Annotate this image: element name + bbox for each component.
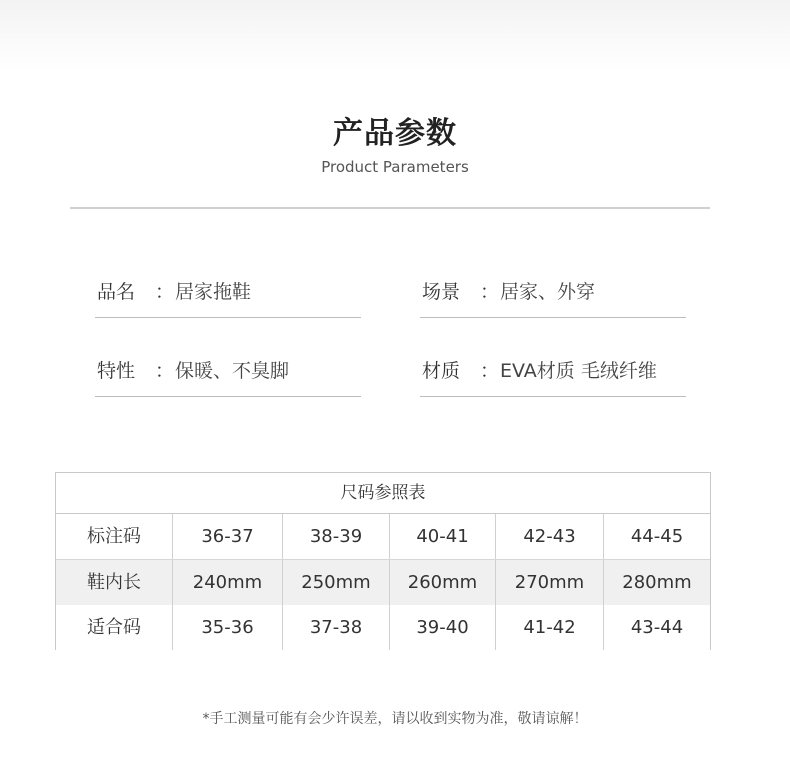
- page-title: 产品参数: [333, 116, 457, 151]
- table-cell: 260mm: [390, 560, 496, 605]
- table-row: [56, 605, 710, 650]
- table-cell: 41-42: [496, 605, 604, 650]
- table-cell: 280mm: [622, 572, 692, 593]
- table-cell: 43-44: [630, 617, 684, 638]
- measurement-note: *手工测量可能有会少许误差，请以收到实物为准，敬请谅解！: [202, 711, 588, 727]
- page-subtitle: Product Parameters: [321, 158, 469, 176]
- table-cell: 250mm: [283, 560, 390, 605]
- param-colon: ：: [480, 360, 500, 382]
- size-chart-table: [55, 472, 711, 650]
- param-material: [420, 356, 686, 397]
- param-value: 居家拖鞋: [175, 281, 252, 303]
- param-label: 场景: [422, 281, 461, 303]
- table-cell: 270mm: [496, 560, 604, 605]
- table-row: [56, 560, 710, 605]
- table-cell: 35-36: [173, 605, 283, 650]
- size-chart-title: 尺码参照表: [56, 473, 710, 514]
- table-cell: 38-39: [283, 514, 390, 559]
- param-colon: ：: [155, 360, 175, 382]
- param-colon: ：: [155, 281, 175, 303]
- param-value: EVA材质 毛绒纤维: [500, 360, 657, 382]
- param-colon: ：: [480, 281, 500, 303]
- table-cell: 240mm: [173, 560, 283, 605]
- param-value: 保暖、不臭脚: [175, 360, 290, 382]
- row-header: 适合码: [56, 605, 173, 650]
- param-label: 品名: [97, 281, 136, 303]
- param-label: 材质: [422, 360, 461, 382]
- row-header: 标注码: [56, 514, 173, 559]
- top-shade: [0, 0, 790, 72]
- param-scene: [420, 277, 686, 318]
- param-feature: [95, 356, 361, 397]
- param-label: 特性: [97, 360, 136, 382]
- table-cell: 42-43: [496, 514, 604, 559]
- header-divider: [70, 207, 710, 209]
- table-cell: 36-37: [173, 514, 283, 559]
- row-header: 鞋内长: [56, 560, 173, 605]
- table-cell: 39-40: [390, 605, 496, 650]
- table-cell: 40-41: [390, 514, 496, 559]
- table-cell: 44-45: [630, 526, 684, 547]
- table-cell: 37-38: [283, 605, 390, 650]
- table-row: [56, 514, 710, 559]
- param-value: 居家、外穿: [500, 281, 596, 303]
- param-name: [95, 277, 361, 318]
